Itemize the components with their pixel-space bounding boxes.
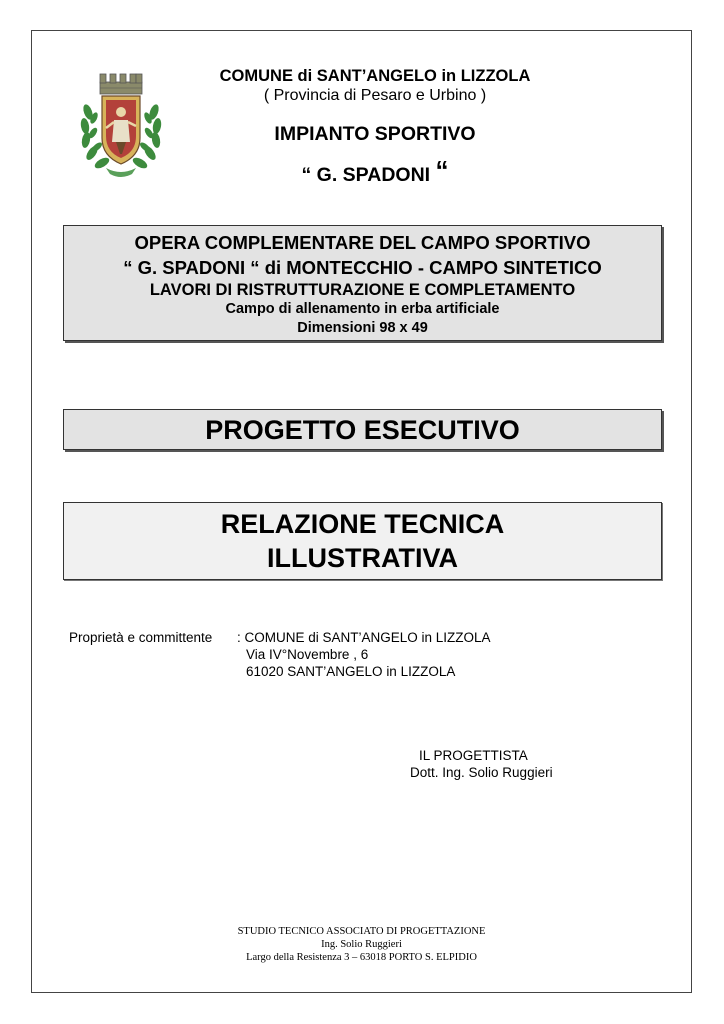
- owner-label: Proprietà e committente: [69, 630, 213, 645]
- progetto-box: [63, 409, 662, 450]
- opera-line-3: LAVORI DI RISTRUTTURAZIONE E COMPLETAMENTO: [149, 281, 576, 299]
- header-block: [180, 66, 570, 187]
- opera-line-5: Dimensioni 98 x 49: [297, 320, 428, 336]
- owner-value-line-3: 61020 SANT’ANGELO in LIZZOLA: [246, 664, 456, 679]
- spadoni-closing-quote: “: [435, 155, 449, 185]
- owner-values: [237, 629, 491, 680]
- footer-line-1: STUDIO TECNICO ASSOCIATO DI PROGETTAZIONE: [237, 926, 486, 937]
- comune-name: COMUNE di SANT’ANGELO in LIZZOLA: [219, 67, 531, 85]
- progetto-title: PROGETTO ESECUTIVO: [205, 415, 520, 445]
- coat-of-arms-icon: [76, 68, 166, 180]
- opera-line-2: “ G. SPADONI “ di MONTECCHIO - CAMPO SINTETICO: [123, 257, 602, 278]
- opera-box: [63, 225, 662, 341]
- owner-value-line-1: : COMUNE di SANT’ANGELO in LIZZOLA: [237, 630, 491, 645]
- designer-block: [410, 747, 553, 781]
- spadoni-text: “ G. SPADONI: [301, 164, 436, 186]
- owner-value-line-2: Via IV°Novembre , 6: [246, 647, 369, 662]
- opera-line-1: OPERA COMPLEMENTARE DEL CAMPO SPORTIVO: [134, 232, 591, 253]
- provincia: ( Provincia di Pesaro e Urbino ): [263, 87, 487, 104]
- footer: [31, 925, 692, 964]
- relazione-box: [63, 502, 662, 580]
- relazione-line-2: ILLUSTRATIVA: [267, 543, 458, 573]
- designer-title: IL PROGETTISTA: [419, 748, 528, 763]
- impianto-title: IMPIANTO SPORTIVO: [274, 123, 476, 145]
- crown: [100, 74, 142, 94]
- footer-line-3: Largo della Resistenza 3 – 63018 PORTO S. ELPIDIO: [246, 952, 477, 963]
- ribbon: [106, 168, 136, 177]
- footer-line-2: Ing. Solio Ruggieri: [321, 939, 402, 950]
- spadoni-title: [180, 155, 570, 187]
- designer-name: Dott. Ing. Solio Ruggieri: [410, 765, 553, 780]
- relazione-line-1: RELAZIONE TECNICA: [220, 509, 505, 539]
- opera-line-4: Campo di allenamento in erba artificiale: [225, 301, 500, 317]
